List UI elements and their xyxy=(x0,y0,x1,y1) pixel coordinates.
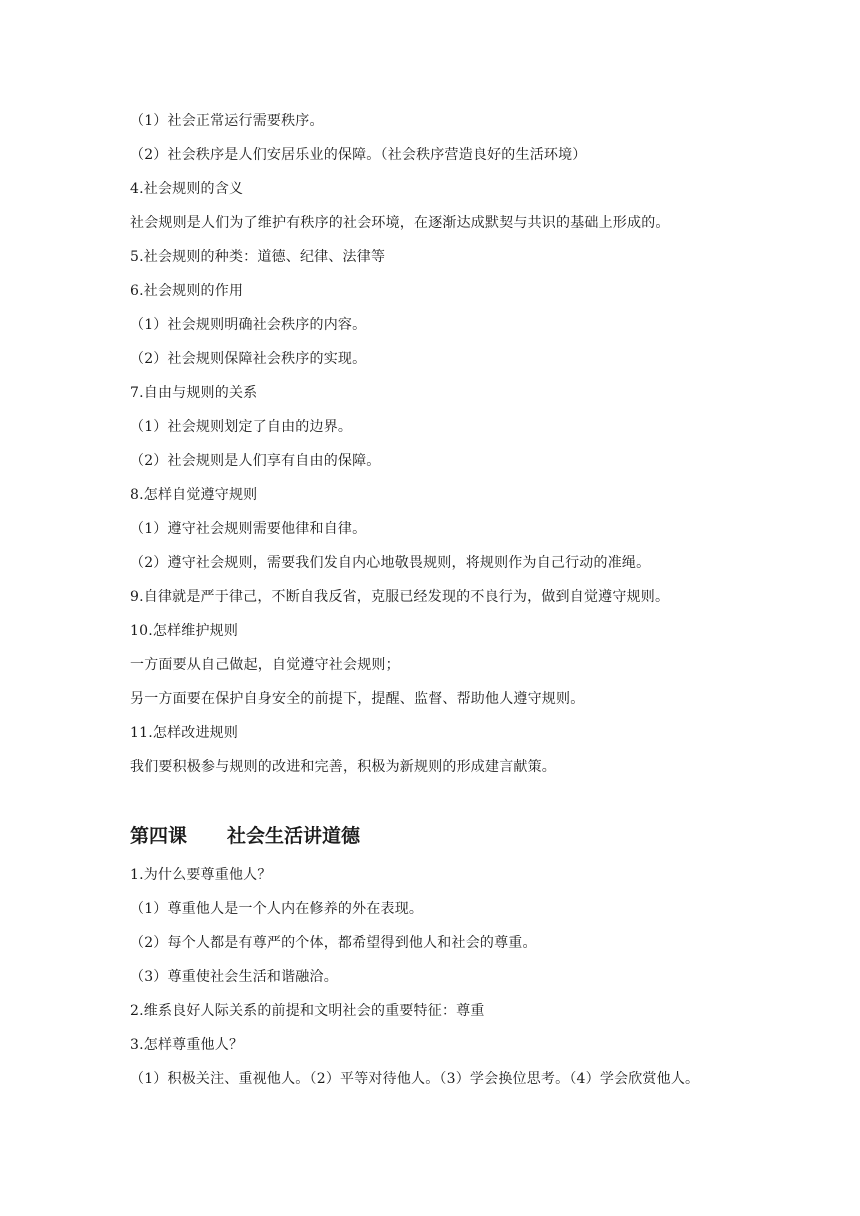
text-line: （3）尊重使社会生活和谐融洽。 xyxy=(130,969,338,985)
text-line: 8.怎样自觉遵守规则 xyxy=(130,487,258,503)
lesson-title: 社会生活讲道德 xyxy=(227,825,361,847)
text-line: （1）积极关注、重视他人。（2）平等对待他人。（3）学会换位思考。（4）学会欣赏他人。 xyxy=(130,1071,700,1087)
section-social-rules xyxy=(130,104,770,784)
text-line: 一方面要从自己做起，自觉遵守社会规则； xyxy=(130,657,400,673)
text-line: 11.怎样改进规则 xyxy=(130,725,239,741)
page-title xyxy=(130,819,770,853)
text-line: 2.维系良好人际关系的前提和文明社会的重要特征：尊重 xyxy=(130,1003,485,1019)
text-line: （1）遵守社会规则需要他律和自律。 xyxy=(130,521,367,537)
text-line: 我们要积极参与规则的改进和完善，积极为新规则的形成建言献策。 xyxy=(130,759,556,775)
text-line: （1）尊重他人是一个人内在修养的外在表现。 xyxy=(130,901,424,917)
text-line: 3.怎样尊重他人？ xyxy=(130,1037,244,1053)
text-line: （2）社会秩序是人们安居乐业的保障。（社会秩序营造良好的生活环境） xyxy=(130,147,587,163)
text-line: （2）社会规则保障社会秩序的实现。 xyxy=(130,351,367,367)
lesson-heading xyxy=(130,819,770,853)
text-line: 社会规则是人们为了维护有秩序的社会环境，在逐渐达成默契与共识的基础上形成的。 xyxy=(130,215,670,231)
text-line: （1）社会规则划定了自由的边界。 xyxy=(130,419,353,435)
lesson-number: 第四课 xyxy=(130,825,188,847)
text-line: 5.社会规则的种类：道德、纪律、法律等 xyxy=(130,249,386,265)
text-line: 4.社会规则的含义 xyxy=(130,181,244,197)
text-line: （2）每个人都是有尊严的个体，都希望得到他人和社会的尊重。 xyxy=(130,935,537,951)
text-line: （1）社会规则明确社会秩序的内容。 xyxy=(130,317,367,333)
text-line: 6.社会规则的作用 xyxy=(130,283,244,299)
text-line: 9.自律就是严于律己，不断自我反省，克服已经发现的不良行为，做到自觉遵守规则。 xyxy=(130,589,670,605)
text-line: （2）社会规则是人们享有自由的保障。 xyxy=(130,453,381,469)
text-line: 1.为什么要尊重他人？ xyxy=(130,867,272,883)
text-line: 另一方面要在保护自身安全的前提下，提醒、监督、帮助他人遵守规则。 xyxy=(130,691,585,707)
section-respect xyxy=(130,858,770,1096)
text-line: 7.自由与规则的关系 xyxy=(130,385,258,401)
text-line: （1）社会正常运行需要秩序。 xyxy=(130,113,324,129)
text-line: 10.怎样维护规则 xyxy=(130,623,239,639)
text-line: （2）遵守社会规则，需要我们发自内心地敬畏规则，将规则作为自己行动的准绳。 xyxy=(130,555,651,571)
